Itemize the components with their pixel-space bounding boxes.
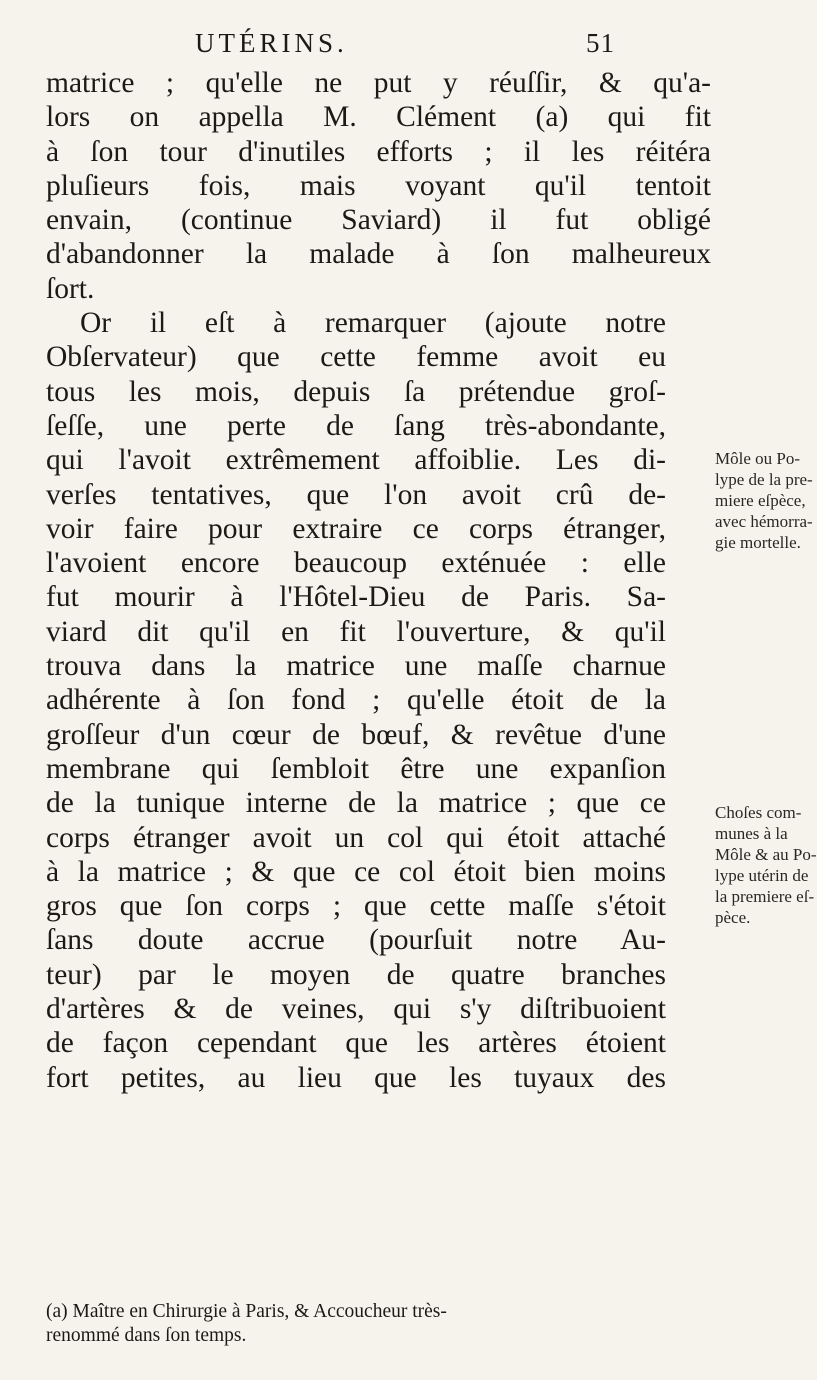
margin-note-line: miere eſpèce, [715,491,806,510]
text-line: de façon cependant que les artères étoient [46,1027,666,1060]
text-line: ſort. [46,272,95,305]
footnote-line: (a) Maître en Chirurgie à Paris, & Accoucheur très- [46,1301,447,1322]
text-line: pluſieurs fois, mais voyant qu'il tentoit [46,169,711,202]
text-line: voir faire pour extraire ce corps étranger, [46,512,666,545]
margin-note-line: la premiere eſ- [715,887,815,906]
text-line: viard dit qu'il en fit l'ouverture, & qu'il [46,615,666,648]
text-line: matrice ; qu'elle ne put y réuſſir, & qu'a- [46,67,711,99]
text-line: l'avoient encore beaucoup exténuée : elle [46,547,666,580]
text-line: qui l'avoit extrêmement affoiblie. Les di- [46,444,666,477]
footnote-line: renommé dans ſon temps. [46,1325,247,1346]
text-line: gros que ſon corps ; que cette maſſe s'étoit [46,890,666,923]
footnote [46,1300,726,1348]
text-line: à ſon tour d'inutiles efforts ; il les réitéra [46,135,711,168]
margin-note-line: Môle ou Po- [715,449,800,468]
text-line: ſeſſe, une perte de ſang très-abondante, [46,409,666,442]
text-line: à la matrice ; & que ce col étoit bien moins [46,855,666,888]
text-line: envain, (continue Saviard) il fut obligé [46,204,711,237]
margin-note-line: lype de la pre- [715,470,813,489]
text-line: verſes tentatives, que l'on avoit crû de- [46,478,666,511]
margin-note-line: gie mortelle. [715,533,801,552]
text-line: groſſeur d'un cœur de bœuf, & revêtue d'une [46,718,666,751]
text-line: adhérente à ſon fond ; qu'elle étoit de la [46,684,666,717]
margin-note-line: lype utérin de [715,866,809,885]
running-head-title: UTÉRINS. [195,28,348,58]
text-line: de la tunique interne de la matrice ; que ce [46,787,666,820]
margin-note-line: pèce. [715,908,751,927]
margin-note-line: avec hémorra- [715,512,813,531]
text-line: fut mourir à l'Hôtel-Dieu de Paris. Sa- [46,581,666,614]
page-number: 51 [586,28,615,58]
text-line: Or il eſt à remarquer (ajoute notre [80,307,666,340]
margin-note-mole-polype [715,448,813,553]
margin-note-choses-communes [715,802,817,928]
text-line: corps étranger avoit un col qui étoit attaché [46,821,666,854]
main-text [46,66,711,1095]
text-line: membrane qui ſembloit être une expanſion [46,752,666,785]
text-line: trouva dans la matrice une maſſe charnue [46,650,666,683]
text-line: tous les mois, depuis ſa prétendue groſ- [46,375,666,408]
margin-note-line: Choſes com- [715,803,802,822]
text-line: Obſervateur) que cette femme avoit eu [46,341,666,374]
text-line: teur) par le moyen de quatre branches [46,958,666,991]
text-line: lors on appella M. Clément (a) qui fit [46,101,711,134]
text-line: fort petites, au lieu que les tuyaux des [46,1061,666,1094]
margin-note-line: munes à la [715,824,788,843]
text-line: d'abandonner la malade à ſon malheureux [46,238,711,271]
text-line: ſans doute accrue (pourſuit notre Au- [46,924,666,957]
text-line: d'artères & de veines, qui s'y diſtribuoient [46,993,666,1026]
margin-note-line: Môle & au Po- [715,845,817,864]
